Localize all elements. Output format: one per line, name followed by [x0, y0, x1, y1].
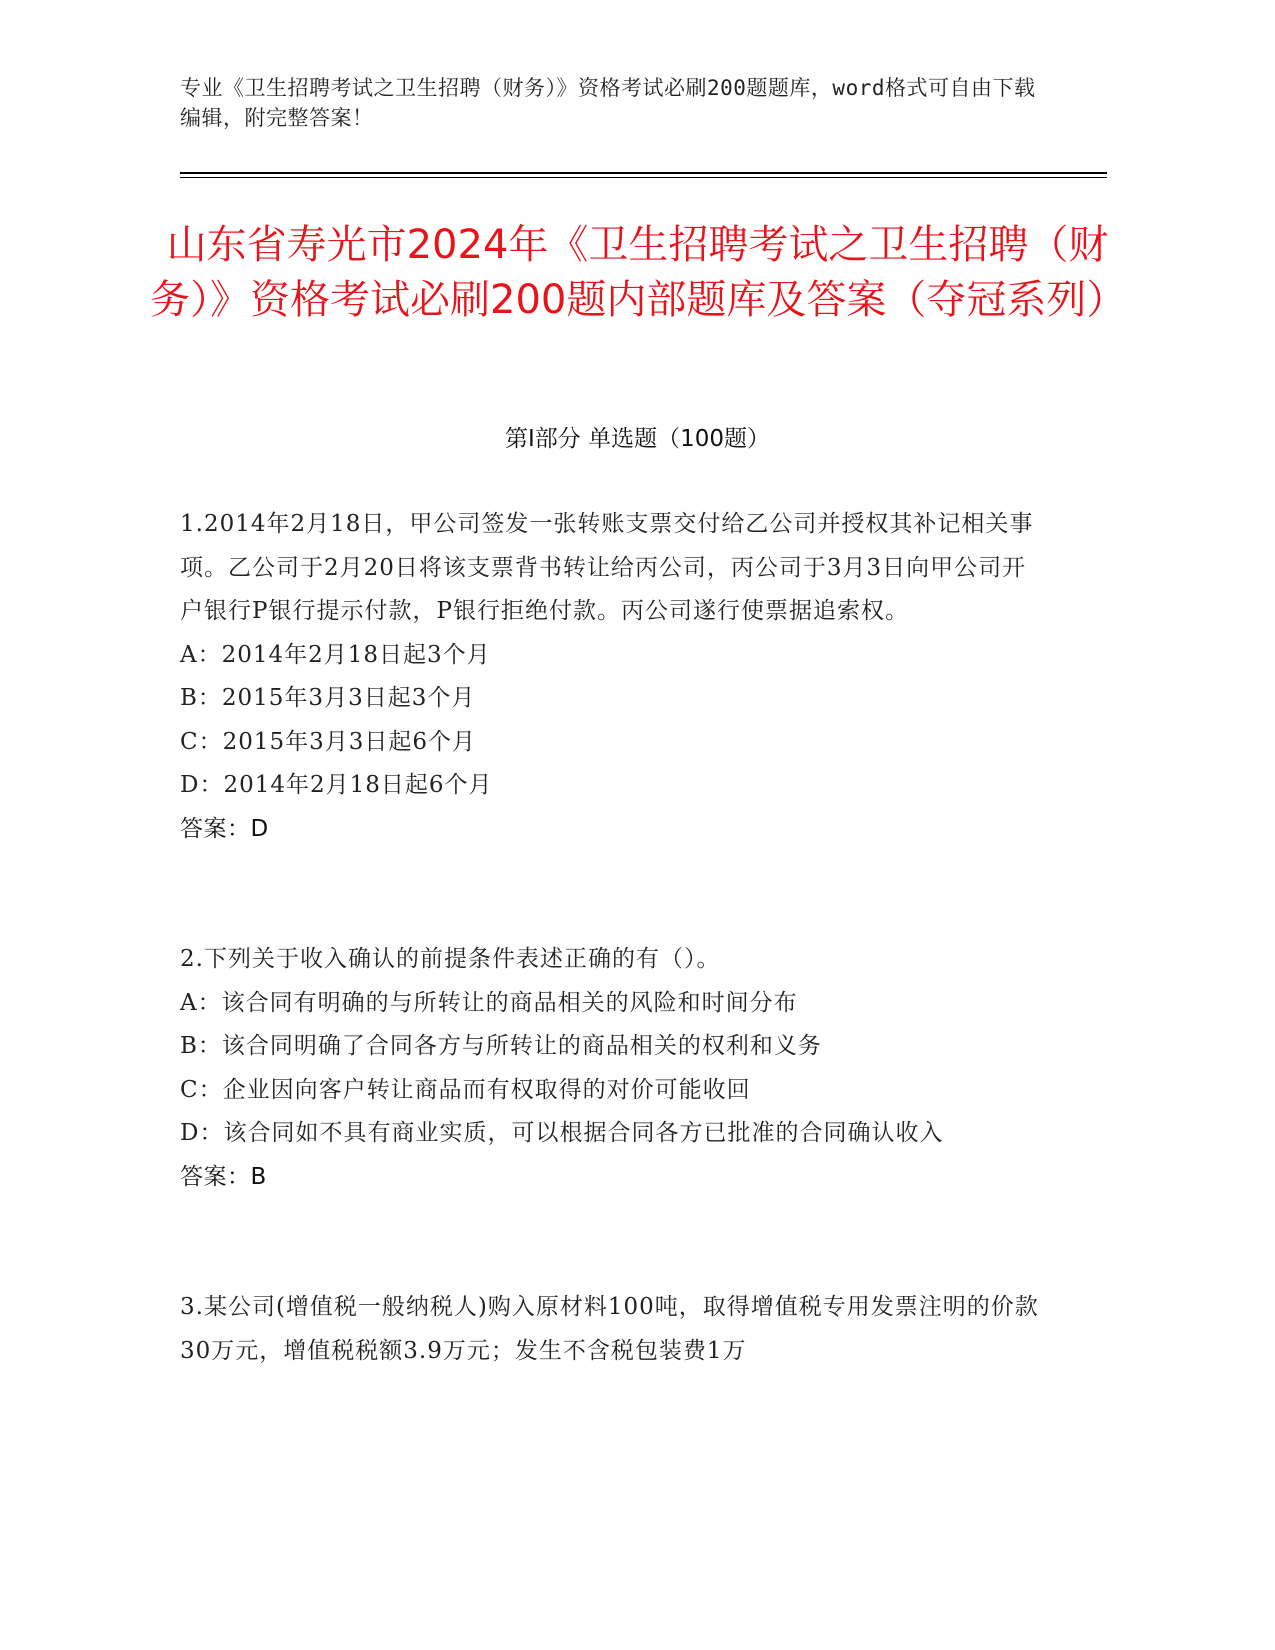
question-stem: 3.某公司(增值税一般纳税人)购入原材料100吨，取得增值税专用发票注明的价款30万元，增值税税额3.9万元；发生不含税包装费1万: [180, 1294, 1039, 1364]
question-2: [180, 938, 1040, 1199]
option-c: C：2015年3月3日起6个月: [180, 728, 477, 755]
option-c: C：企业因向客户转让商品而有权取得的对价可能收回: [180, 1076, 751, 1103]
option-a: A：该合同有明确的与所转让的商品相关的风险和时间分布: [180, 989, 798, 1016]
option-a: A：2014年2月18日起3个月: [180, 641, 491, 668]
section-heading: 第Ⅰ部分 单选题（100题）: [505, 426, 770, 452]
option-b: B：2015年3月3日起3个月: [180, 685, 476, 711]
question-stem: 1.2014年2月18日，甲公司签发一张转账支票交付给乙公司并授权其补记相关事项。乙公司于2月20日将该支票背书转让给丙公司，丙公司于3月3日向甲公司开户银行P银行提示付款，P银行拒绝付款。丙公司遂行使票据追索权。: [180, 511, 1034, 624]
answer: 答案：B: [180, 1163, 267, 1190]
question-3: [180, 1286, 1040, 1373]
header-divider-thin: [180, 177, 1107, 178]
option-d: D：2014年2月18日起6个月: [180, 772, 493, 798]
header-note: 专业《卫生招聘考试之卫生招聘（财务）》资格考试必刷200题题库，word格式可自由下载编辑，附完整答案！: [180, 76, 1036, 130]
option-d: D：该合同如不具有商业实质，可以根据合同各方已批准的合同确认收入: [180, 1120, 944, 1146]
option-b: B：该合同明确了合同各方与所转让的商品相关的权利和义务: [180, 1033, 822, 1059]
document-title: 山东省寿光市2024年《卫生招聘考试之卫生招聘（财务）》资格考试必刷200题内部题库及答案（夺冠系列）: [150, 222, 1127, 323]
answer: 答案：D: [180, 815, 269, 842]
question-1: [180, 503, 1040, 851]
header-divider-thick: [180, 172, 1107, 174]
question-stem: 2.下列关于收入确认的前提条件表述正确的有（）。: [180, 946, 721, 972]
